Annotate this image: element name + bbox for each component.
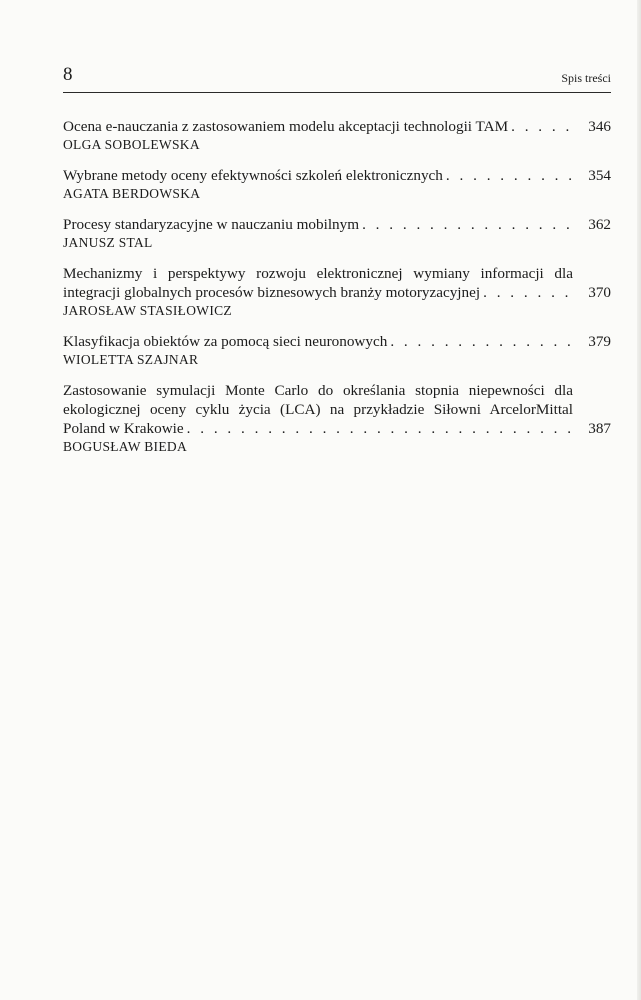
toc-page-number[interactable]: 346	[588, 118, 611, 135]
toc-entry[interactable]	[63, 166, 611, 202]
toc-title: Klasyfikacja obiektów za pomocą sieci neuronowych	[63, 333, 388, 350]
toc-author: WIOLETTA SZAJNAR	[63, 352, 199, 367]
toc-title: Poland w Krakowie	[63, 420, 184, 437]
table-of-contents	[63, 117, 611, 468]
toc-title-line	[63, 117, 573, 136]
toc-author: AGATA BERDOWSKA	[63, 186, 201, 201]
toc-title-line: ekologicznej oceny cyklu życia (LCA) na przykładzie Siłowni ArcelorMittal	[63, 401, 573, 418]
toc-title: Wybrane metody oceny efektywności szkoleń elektronicznych	[63, 167, 443, 184]
toc-title-line: Mechanizmy i perspektywy rozwoju elektronicznej wymiany informacji dla	[63, 265, 573, 282]
toc-page-number[interactable]: 354	[588, 167, 611, 184]
toc-title-line	[63, 419, 573, 438]
toc-page-number[interactable]: 387	[588, 420, 611, 437]
toc-title-line	[63, 166, 573, 185]
toc-page-number[interactable]: 370	[588, 284, 611, 301]
toc-entry[interactable]	[63, 264, 611, 319]
toc-page-number[interactable]: 379	[588, 333, 611, 350]
toc-title: Procesy standaryzacyjne w nauczaniu mobilnym	[63, 216, 360, 233]
toc-title-line: Zastosowanie symulacji Monte Carlo do określania stopnia niepewności dla	[63, 382, 573, 399]
toc-author: BOGUSŁAW BIEDA	[63, 439, 187, 454]
page-header	[63, 64, 611, 93]
toc-entry[interactable]	[63, 215, 611, 251]
toc-title: Ocena e-nauczania z zastosowaniem modelu akceptacji technologii TAM	[63, 118, 509, 135]
toc-entry[interactable]	[63, 117, 611, 153]
dot-leader	[184, 419, 573, 438]
dot-leader	[480, 283, 573, 302]
running-head: Spis treści	[561, 71, 611, 85]
toc-title-line	[63, 332, 573, 351]
toc-author: OLGA SOBOLEWSKA	[63, 137, 200, 152]
dot-leader	[443, 166, 573, 185]
dot-leader	[359, 215, 573, 234]
toc-title-line	[63, 215, 573, 234]
toc-author: JAROSŁAW STASIŁOWICZ	[63, 303, 232, 318]
page-number: 8	[63, 64, 73, 85]
page-edge	[637, 0, 641, 1000]
dot-leader	[508, 117, 573, 136]
dot-leader	[387, 332, 573, 351]
toc-entry[interactable]	[63, 332, 611, 368]
toc-title-line	[63, 283, 573, 302]
toc-title: integracji globalnych procesów biznesowych branży motoryzacyjnej	[63, 284, 481, 301]
toc-author: JANUSZ STAL	[63, 235, 153, 250]
toc-entry[interactable]	[63, 381, 611, 455]
toc-page-number[interactable]: 362	[588, 216, 611, 233]
